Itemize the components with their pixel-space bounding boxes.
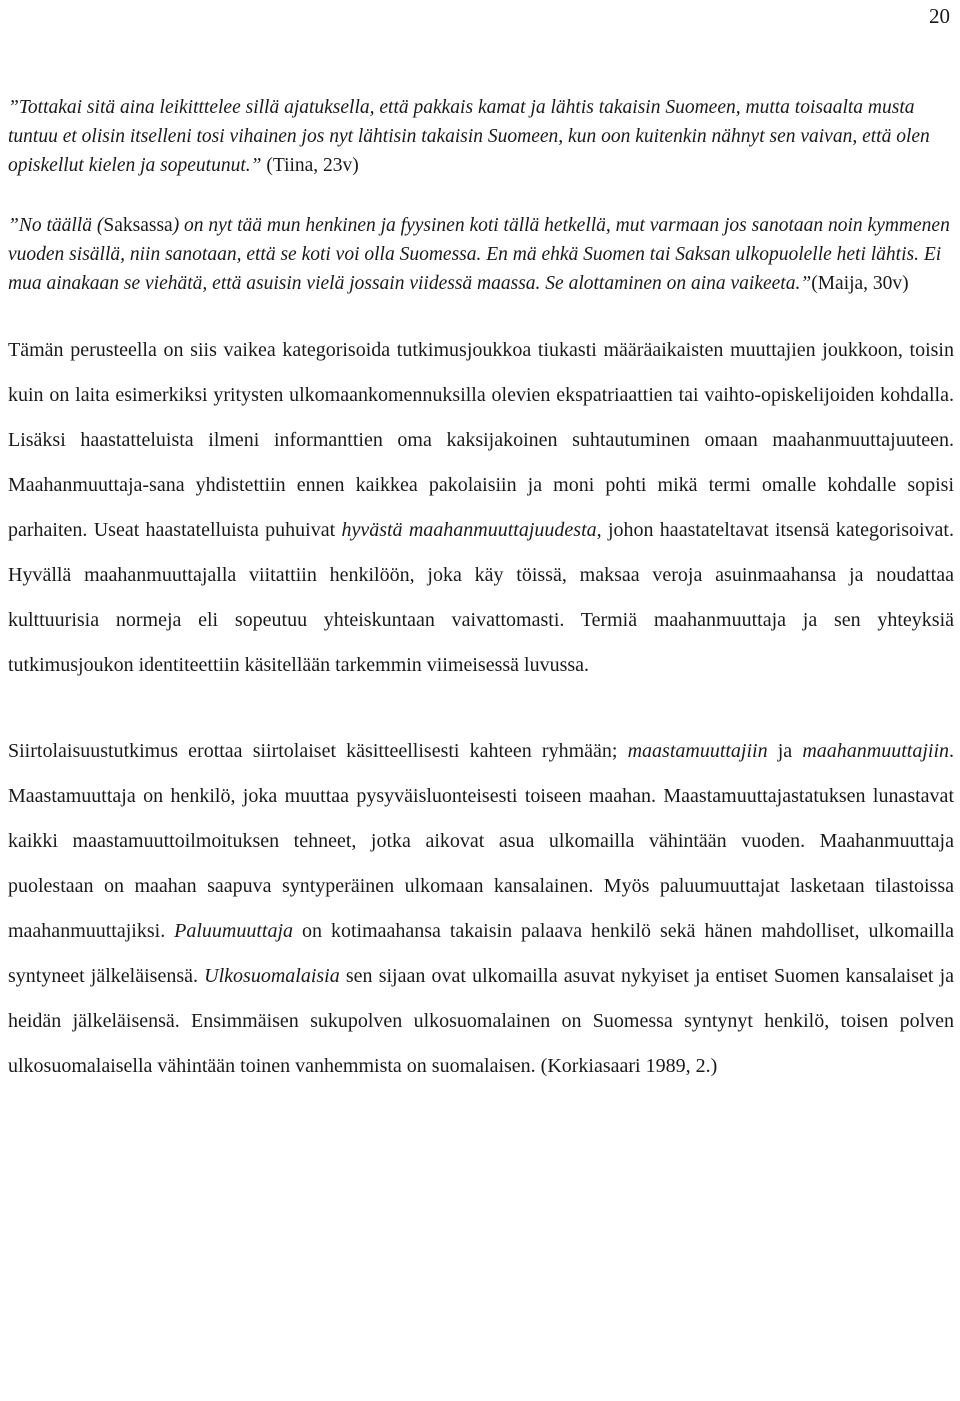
interview-quote-tiina xyxy=(8,93,954,180)
paragraph-text: on kotimaahansa takaisin palaava henkilö sekä hänen mahdolliset, ulkomailla syntyneet jälkeläisensä. xyxy=(8,920,955,987)
quote-text-country: Saksassa xyxy=(103,215,173,236)
emphasis-term: Ulkosuomalaisia xyxy=(204,965,340,987)
paragraph-text: sen sijaan ovat ulkomailla asuvat nykyiset ja entiset Suomen kansalaiset ja heidän jälkeläisensä. Ensimmäisen sukupolven ulkosuomalainen on Suomessa syntynyt henkilö, toisen polven ulkosuomalaisella vähintään toinen vanhemmista on suomalaisen. (Korkiasaari 1989, 2.) xyxy=(8,965,955,1077)
quote-text-start: ”No täällä ( xyxy=(8,215,104,236)
paragraph-text: Tämän perusteella on siis vaikea kategorisoida tutkimusjoukkoa tiukasti määräaikaisten muuttajien joukkoon, toisin kuin on laita esimerkiksi yritysten ulkomaankomennuksilla olevien ekspatriaattien tai vaihto-opiskelijoiden kohdalla. Lisäksi haastatteluista ilmeni informanttien oma kaksijakoinen suhtautuminen omaan maahanmuuttajuuteen. Maahanmuuttaja-sana yhdistettiin ennen kaikkea pakolaisiin ja moni pohti mikä termi omalle kohdalle sopisi parhaiten. Useat haastatelluista puhuivat xyxy=(8,339,954,541)
paragraph-text: Siirtolaisuustutkimus erottaa siirtolaiset käsitteellisesti kahteen ryhmään; xyxy=(8,740,628,762)
interview-quote-maija xyxy=(8,211,954,298)
quote-text-rest: ) on nyt tää mun henkinen ja fyysinen koti tällä hetkellä, mut varmaan jos sanotaan noin kymmenen vuoden sisällä, niin sanotaan, että se koti voi olla Suomessa. En mä ehkä Suomen tai Saksan ulkopuolelle heti lähtis. Ei mua ainakaan se viehätä, että asuisin vielä jossain viidessä maassa. Se alottaminen on aina vaikeeta.” xyxy=(8,215,950,294)
paragraph-text: , johon haastateltavat itsensä kategorisoivat. Hyvällä maahanmuuttajalla viitattiin henkilöön, joka käy töissä, maksaa veroja asuinmaahansa ja noudattaa kulttuurisia normeja eli sopeutuu yhteiskuntaan vaivattomasti. Termiä maahanmuuttaja ja sen yhteyksiä tutkimusjoukon identiteettiin käsitellään tarkemmin viimeisessä luvussa. xyxy=(8,519,954,676)
quote-text: ”Tottakai sitä aina leikitttelee sillä ajatuksella, että pakkais kamat ja lähtis takaisin Suomeen, mutta toisaalta musta tuntuu et olisin itselleni tosi vihainen jos nyt lähtisin takaisin Suomeen, kun oon kuitenkin nähnyt sen vaivan, että olen opiskellut kielen ja sopeutunut.” xyxy=(8,97,930,176)
document-body xyxy=(8,93,954,1089)
paragraph-text: . Maastamuuttaja on henkilö, joka muuttaa pysyväisluonteisesti toiseen maahan. Maastamuuttajastatuksen lunastavat kaikki maastamuuttoilmoituksen tehneet, jotka aikovat asua ulkomailla vähintään vuoden. Maahanmuuttaja puolestaan on maahan saapuva syntyperäinen ulkomaan kansalainen. Myös paluumuuttajat lasketaan tilastoissa maahanmuuttajiksi. xyxy=(8,740,954,942)
emphasis-term: Paluumuuttaja xyxy=(174,920,294,942)
emphasis-term: maahanmuuttajiin xyxy=(802,740,949,762)
paragraph-text: ja xyxy=(767,740,803,762)
emphasis-term: maastamuuttajiin xyxy=(627,740,768,762)
body-paragraph-1 xyxy=(8,328,954,688)
page-number: 20 xyxy=(929,4,950,28)
emphasis-term: hyvästä maahanmuuttajuudesta xyxy=(341,519,597,541)
body-paragraph-2 xyxy=(8,729,954,1089)
quote-attribution: (Tiina, 23v) xyxy=(261,155,359,176)
quote-attribution: (Maija, 30v) xyxy=(811,273,909,294)
